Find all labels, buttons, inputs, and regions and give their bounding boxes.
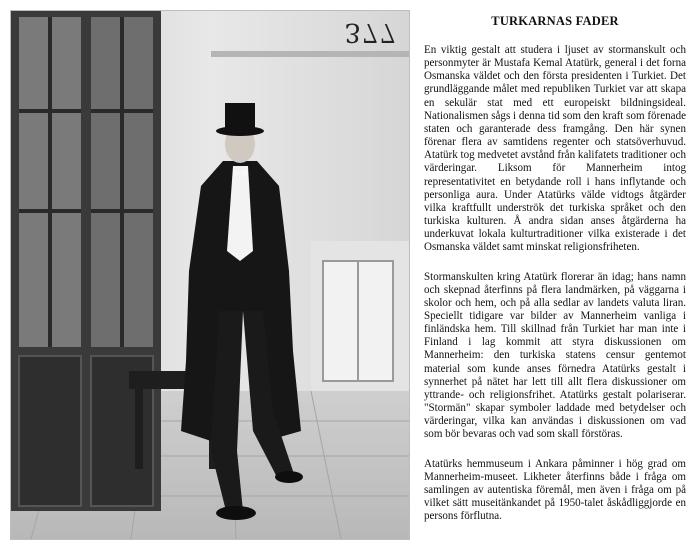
article-paragraph: Atatürks hemmuseum i Ankara påminner i hög grad om Mannerheim-museet. Likheter återfinns både i fråga om samlingen av autentiska föremål, men även i fråga om på vilket sätt museitänkandet på 1950-talet åskådliggjorde en persons förflutna. <box>424 457 686 523</box>
article <box>424 14 686 539</box>
photo-number-label: 377 <box>344 17 397 47</box>
article-title: TURKARNAS FADER <box>491 14 619 28</box>
article-paragraph: Stormanskulten kring Atatürk florerar än idag; hans namn och skepnad återfinns på flera landmärken, på väggarna i skolor och hem, och på alla sedlar av landets valuta liran. Speciellt tidigare var bilder av Mannerheim vanliga i finländska hem. Till skillnad från Turkiet har man inte i Finland i lag kommit att styra diskussionen om Mannerheim: den turkiska statens censur gentemot material som kunde anses förnedra Atatürks gestalt i synnerhet på nätet har lett till allt flera diskussioner om yttrande- och religionsfrihet. Atatürks gestalt polariserar. "Stormän" skapar symboler laddade med betydelser och värderingar, vilka kan användas i diskussionen om vad som bör bevaras och vad som skall förstöras. <box>424 270 686 441</box>
article-paragraph: En viktig gestalt att studera i ljuset av stormanskult och personmyter är Mustafa Kemal Atatürk, general i det forna Osmanska väldet och den första presidenten i Turkiet. Det grundläggande målet med republiken Turkiet var att skapa en sekulär stat med ett europeiskt bildningsideal. Nationalismen sågs i denna tid som den kraft som förenade staten och garanterade dess framgång. Den här synen förenar flera av samtidens regenter och statsöverhuvud. Atatürk tog medvetet avstånd från kalifatets traditioner och värderingar. Liksom för Mannerheim intog representativitet en betydande roll i hans inflytande och personliga aura. Under Atatürks välde vidtogs åtgärder vilka kraftfullt underströk det turkiska språket och den turkiska kulturen. Å andra sidan anses åtgärderna ha underkuvat lokala kulturtraditioner vilka existerade i det Osmanska väldet samt minskat religionsfriheten. <box>424 44 686 254</box>
portrait-illustration <box>11 11 409 539</box>
portrait-photo <box>10 10 410 540</box>
